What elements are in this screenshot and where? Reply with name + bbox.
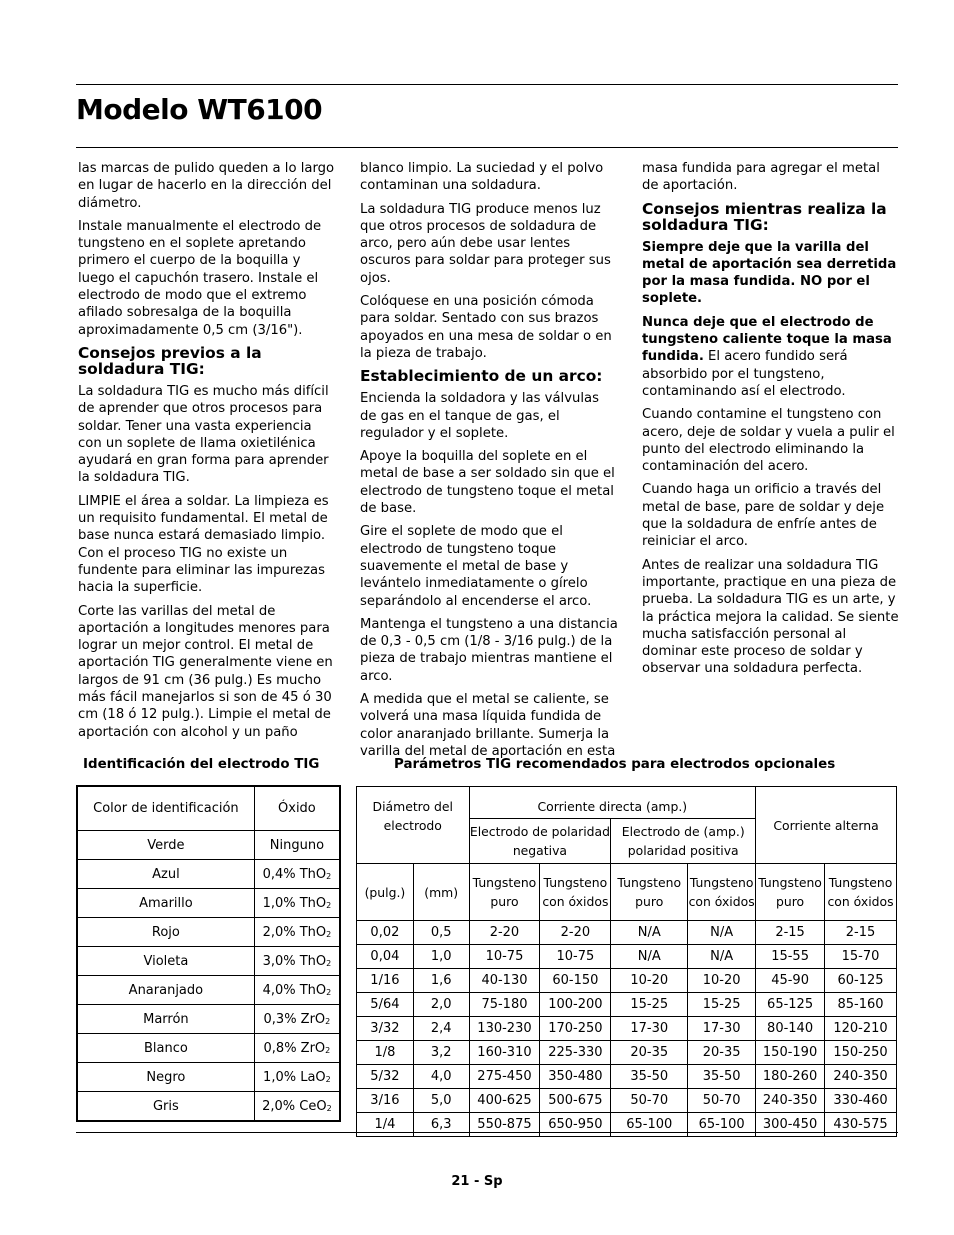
table-cell: 50-70 — [688, 1089, 756, 1113]
table-cell: 0,02 — [357, 921, 414, 945]
oxide-cell — [254, 889, 340, 918]
bottom-rule — [76, 1132, 898, 1133]
color-cell: Violeta — [77, 947, 254, 976]
table-cell: 15-25 — [611, 993, 688, 1017]
paragraph: Cuando haga un orificio a través del metal de base, pare de soldar y deje que la soldadura de enfríe antes de reiniciar el arco. — [642, 482, 885, 550]
table-row — [77, 860, 340, 889]
table-row — [357, 993, 897, 1017]
oxide-text: 0,3% ZrO — [263, 1011, 326, 1027]
paragraph: masa fundida para agregar el metal de aportación. — [642, 161, 880, 194]
oxide-tungsten-header: Tungsteno con óxidos — [540, 864, 611, 921]
column-header: Color de identificación — [77, 786, 254, 831]
table-cell: 275-450 — [469, 1065, 540, 1089]
pure-tungsten-header: Tungsteno puro — [469, 864, 540, 921]
oxide-text: 2,0% ThO — [262, 924, 327, 940]
text-column-2 — [360, 160, 618, 766]
negative-polarity-header: Electrodo de polaridad negativa — [469, 819, 611, 864]
paragraph: Cuando contamine el tungsteno con acero, deje de soldar y vuela a pulir el punto del electrodo eliminando la contaminación del acero. — [642, 407, 895, 475]
table-cell: 40-130 — [469, 969, 540, 993]
dc-header: Corriente directa (amp.) — [469, 787, 756, 819]
oxide-cell — [254, 860, 340, 889]
table-cell: 500-675 — [540, 1089, 611, 1113]
oxide-text: 1,0% LaO — [263, 1069, 326, 1085]
text-column-1 — [78, 160, 336, 747]
oxide-tungsten-header: Tungsteno con óxidos — [688, 864, 756, 921]
paragraph: Mantenga el tungsteno a una distancia de 0,3 - 0,5 cm (1/8 - 3/16 pulg.) de la pieza de trabajo mientras mantiene el arco. — [360, 616, 618, 684]
table-cell: 2-15 — [756, 921, 825, 945]
table-row — [77, 889, 340, 918]
table-cell: 300-450 — [756, 1113, 825, 1137]
table-row — [77, 1063, 340, 1092]
color-cell: Amarillo — [77, 889, 254, 918]
color-cell: Verde — [77, 831, 254, 860]
table-cell: 4,0 — [413, 1065, 469, 1089]
electrode-table-caption: Identificación del electrodo TIG — [83, 757, 320, 772]
pure-tungsten-header: Tungsteno puro — [756, 864, 825, 921]
paragraph-rest: El acero fundido será absorbido por el tungsteno, contaminando así el electrodo. — [642, 349, 848, 399]
table-cell: 60-150 — [540, 969, 611, 993]
table-cell: 20-35 — [688, 1041, 756, 1065]
table-cell: 2,0 — [413, 993, 469, 1017]
color-cell: Rojo — [77, 918, 254, 947]
table-cell: 75-180 — [469, 993, 540, 1017]
table-cell: 1/16 — [357, 969, 414, 993]
oxide-cell — [254, 976, 340, 1005]
table-cell: 2-15 — [845, 925, 876, 940]
table-row — [77, 1092, 340, 1122]
page-number: 21 - Sp — [451, 1174, 503, 1189]
table-cell: 15-25 — [688, 993, 756, 1017]
title-rule — [76, 147, 898, 148]
table-cell: 430-575 — [825, 1113, 897, 1137]
table-cell: 3/16 — [357, 1089, 414, 1113]
section-heading: Consejos mientras realiza la soldadura TIG: — [642, 199, 887, 234]
pure-tungsten-header: Tungsteno puro — [611, 864, 688, 921]
paragraph: A medida que el metal se caliente, se volverá una masa líquida fundida de color anaranjado brillante. Sumerja la varilla del metal de aportación en esta — [360, 692, 616, 759]
oxide-text: 4,0% ThO — [262, 982, 327, 998]
table-cell: 10-75 — [469, 945, 540, 969]
subscript: 2 — [326, 1103, 332, 1113]
table-cell: 3/32 — [357, 1017, 414, 1041]
table-row — [357, 969, 897, 993]
table-cell: 1,0 — [413, 945, 469, 969]
table-cell: N/A — [688, 921, 756, 945]
table-cell: 80-140 — [756, 1017, 825, 1041]
table-cell: 400-625 — [469, 1089, 540, 1113]
oxide-cell — [254, 947, 340, 976]
table-row — [77, 976, 340, 1005]
table-row — [77, 918, 340, 947]
table-cell: 60-125 — [825, 969, 897, 993]
subscript: 2 — [326, 871, 332, 881]
oxide-text: Ninguno — [269, 837, 325, 853]
table-cell: 35-50 — [688, 1065, 756, 1089]
table-cell: 6,3 — [413, 1113, 469, 1137]
subscript: 2 — [326, 958, 332, 968]
table-cell: 3,2 — [413, 1041, 469, 1065]
bold-lead: Nunca deje que el electrodo de tungsteno caliente toque la masa fundida. — [642, 314, 892, 365]
oxide-cell — [254, 1092, 340, 1122]
mm-header: (mm) — [413, 864, 469, 921]
electrode-id-table — [76, 785, 341, 1122]
table-cell: 15-55 — [756, 945, 825, 969]
paragraph: Instale manualmente el electrodo de tungsteno en el soplete apretando primero el cuerpo de la boquilla y luego el capuchón trasero. Instale el electrodo de modo que el extremo afilado sobresalga de la boquilla aproximadamente 0,5 cm (3/16"). — [78, 218, 322, 338]
table-cell: 130-230 — [469, 1017, 540, 1041]
table-row — [77, 947, 340, 976]
paragraph: Apoye la boquilla del soplete en el metal de base a ser soldado sin que el electrodo de tungsteno toque el metal de base. — [360, 449, 615, 517]
table-row — [357, 1089, 897, 1113]
oxide-cell — [254, 1005, 340, 1034]
ac-header: Corriente alterna — [756, 787, 897, 864]
table-cell: 17-30 — [688, 1017, 756, 1041]
table-cell: 0,04 — [357, 945, 414, 969]
table-cell: 240-350 — [825, 1065, 897, 1089]
color-cell: Blanco — [77, 1034, 254, 1063]
table-cell: 5/32 — [357, 1065, 414, 1089]
table-cell: 350-480 — [540, 1065, 611, 1089]
paragraph: Encienda la soldadora y las válvulas de gas en el tanque de gas, el regulador y el soplete. — [360, 391, 599, 441]
table-cell: 2-20 — [469, 921, 540, 945]
top-rule — [76, 84, 898, 85]
table-cell: 10-20 — [688, 969, 756, 993]
table-cell: 1/4 — [357, 1113, 414, 1137]
table-cell: 650-950 — [540, 1113, 611, 1137]
table-cell: 120-210 — [825, 1017, 897, 1041]
tig-parameters-table — [356, 786, 897, 1137]
color-cell: Gris — [77, 1092, 254, 1122]
text-column-3 — [642, 160, 900, 684]
table-cell: 10-75 — [540, 945, 611, 969]
table-cell: 180-260 — [756, 1065, 825, 1089]
paragraph: Gire el soplete de modo que el electrodo de tungsteno toque suavemente el metal de base y levántelo inmediatamente o gírelo separándolo al encenderse el arco. — [360, 524, 592, 609]
subscript: 2 — [325, 1074, 331, 1084]
table-cell: 2-20 — [540, 921, 611, 945]
subscript: 2 — [325, 1045, 331, 1055]
paragraph: LIMPIE el área a soldar. La limpieza es un requisito fundamental. El metal de base nunca estará demasiado limpio. Con el proceso TIG no existe un fundente para eliminar las impurezas hacia la superficie. — [78, 493, 329, 596]
color-cell: Anaranjado — [77, 976, 254, 1005]
table-row — [77, 831, 340, 860]
table-row — [357, 921, 897, 945]
table-row — [357, 1065, 897, 1089]
oxide-cell — [254, 918, 340, 947]
table-row — [357, 1041, 897, 1065]
oxide-text: 0,4% ThO — [262, 866, 327, 882]
table-cell: 150-190 — [756, 1041, 825, 1065]
table-cell: 20-35 — [611, 1041, 688, 1065]
table-cell: 65-125 — [756, 993, 825, 1017]
table-cell: 1,6 — [413, 969, 469, 993]
table-cell: 10-20 — [611, 969, 688, 993]
table-cell: 240-350 — [756, 1089, 825, 1113]
paragraph: La soldadura TIG produce menos luz que otros procesos de soldadura de arco, pero aún debe usar lentes oscuros para soldar para proteger sus ojos. — [360, 201, 611, 286]
table-cell: 85-160 — [825, 993, 897, 1017]
subscript: 2 — [326, 900, 332, 910]
oxide-tungsten-header: Tungsteno con óxidos — [825, 864, 897, 921]
table-cell: 35-50 — [611, 1065, 688, 1089]
color-cell: Marrón — [77, 1005, 254, 1034]
table-row — [77, 1034, 340, 1063]
table-cell: 2,4 — [413, 1017, 469, 1041]
table-cell: 50-70 — [611, 1089, 688, 1113]
inch-header: (pulg.) — [357, 864, 414, 921]
oxide-text: 3,0% ThO — [262, 953, 327, 969]
table-cell: 170-250 — [540, 1017, 611, 1041]
table-cell: N/A — [611, 945, 688, 969]
table-row — [357, 945, 897, 969]
paragraph-bold: Siempre deje que la varilla del metal de aportación sea derretida por la masa fundida. NO por el soplete. — [642, 239, 897, 307]
diameter-header: Diámetro del electrodo — [357, 787, 470, 864]
table-cell: N/A — [611, 921, 688, 945]
paragraph: blanco limpio. La suciedad y el polvo contaminan una soldadura. — [360, 161, 604, 194]
table-cell: 5/64 — [357, 993, 414, 1017]
table-cell: 150-250 — [825, 1041, 897, 1065]
subscript: 2 — [326, 929, 332, 939]
oxide-text: 0,8% ZrO — [263, 1040, 326, 1056]
section-heading: Establecimiento de un arco: — [360, 367, 603, 386]
table-cell: 17-30 — [611, 1017, 688, 1041]
page-title: Modelo WT6100 — [76, 93, 323, 126]
oxide-cell — [254, 1034, 340, 1063]
table-cell: 65-100 — [688, 1113, 756, 1137]
table-cell: 65-100 — [611, 1113, 688, 1137]
positive-polarity-header: Electrodo de (amp.) polaridad positiva — [611, 819, 756, 864]
paragraph: las marcas de pulido queden a lo largo en lugar de hacerlo en la dirección del diámetro. — [78, 161, 335, 211]
table-cell: 15-70 — [825, 945, 897, 969]
column-header: Óxido — [278, 800, 316, 816]
color-cell: Negro — [77, 1063, 254, 1092]
table-row — [357, 1017, 897, 1041]
params-table-caption: Parámetros TIG recomendados para electrodos opcionales — [394, 757, 836, 772]
table-cell: 225-330 — [540, 1041, 611, 1065]
oxide-text: 1,0% ThO — [262, 895, 327, 911]
paragraph: Colóquese en una posición cómoda para soldar. Sentado con sus brazos apoyados en una mesa de soldar o en la pieza de trabajo. — [360, 294, 612, 361]
oxide-cell — [254, 831, 340, 860]
table-cell: 0,5 — [413, 921, 469, 945]
oxide-cell — [254, 1063, 340, 1092]
table-cell: 160-310 — [469, 1041, 540, 1065]
table-row — [77, 1005, 340, 1034]
table-cell: 100-200 — [540, 993, 611, 1017]
color-cell: Azul — [77, 860, 254, 889]
subscript: 2 — [326, 987, 332, 997]
table-cell: 45-90 — [756, 969, 825, 993]
table-cell: N/A — [688, 945, 756, 969]
paragraph: La soldadura TIG es mucho más difícil de aprender que otros procesos para soldar. Tener una vasta experiencia con un soplete de llama oxietilénica ayudará en gran forma para aprender la soldadura TIG. — [78, 383, 329, 486]
table-cell: 550-875 — [469, 1113, 540, 1137]
oxide-text: 2,0% CeO — [262, 1098, 327, 1114]
table-cell: 5,0 — [413, 1089, 469, 1113]
paragraph — [642, 314, 900, 400]
subscript: 2 — [325, 1016, 331, 1026]
table-cell: 1/8 — [357, 1041, 414, 1065]
paragraph: Corte las varillas del metal de aportación a longitudes menores para lograr un mejor control. El metal de aportación TIG generalmente viene en largos de 91 cm (36 pulg.) Es mucho más fácil manejarlos si son de 45 ó 30 cm (18 ó 12 pulg.). Limpie el metal de aportación con alcohol y un paño — [78, 603, 333, 740]
table-cell: 330-460 — [825, 1089, 897, 1113]
section-heading: Consejos previos a la soldadura TIG: — [78, 343, 262, 378]
paragraph: Antes de realizar una soldadura TIG importante, practique en una pieza de prueba. La soldadura TIG es un arte, y la práctica mejora la calidad. Se siente mucha satisfacción personal al dominar este proceso de soldar y observar una soldadura perfecta. — [642, 557, 899, 677]
